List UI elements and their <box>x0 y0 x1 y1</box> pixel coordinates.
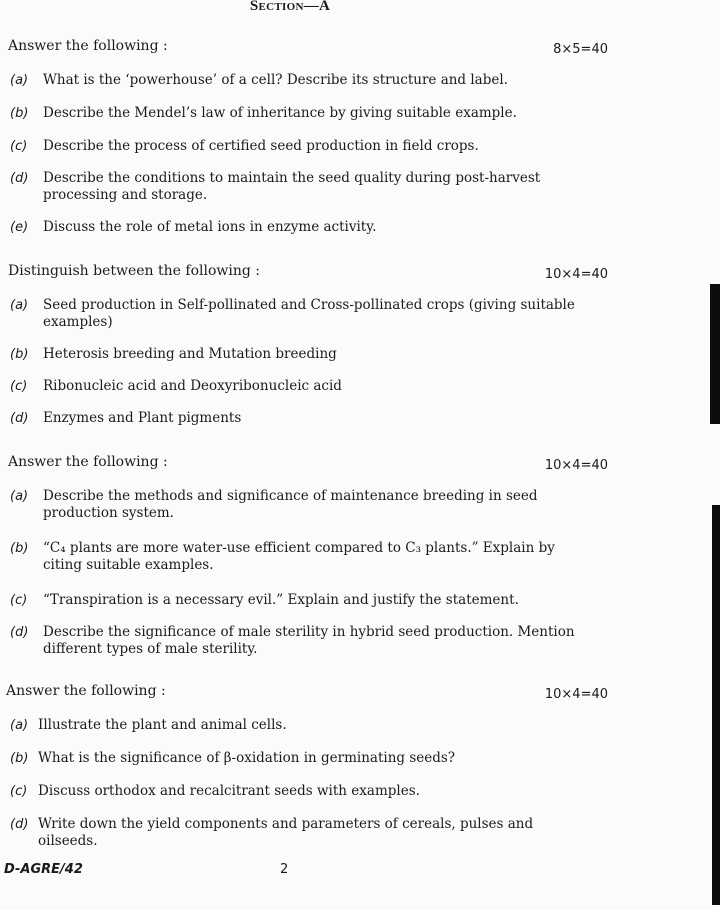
marks-allocation: 10×4=40 <box>544 458 608 473</box>
question-label: (b) <box>10 106 29 121</box>
question-text: Describe the Mendel’s law of inheritance by giving suitable example. <box>43 105 517 121</box>
question-text: Seed production in Self-pollinated and Cross-pollinated crops (giving suitable examples) <box>43 297 575 330</box>
question-text: Discuss the role of metal ions in enzyme activity. <box>43 219 377 235</box>
question-text: Discuss orthodox and recalcitrant seeds with examples. <box>38 783 420 799</box>
question-label: (b) <box>10 541 29 556</box>
paper-code: D-AGRE/42 <box>4 862 83 877</box>
question-group-3 <box>0 454 620 658</box>
question-text: Heterosis breeding and Mutation breeding <box>43 346 337 362</box>
question-item <box>0 488 620 522</box>
question-item <box>0 219 620 236</box>
question-text: Ribonucleic acid and Deoxyribonucleic acid <box>43 378 342 394</box>
question-label: (b) <box>10 751 29 766</box>
question-group-2 <box>0 263 620 427</box>
question-item <box>0 72 620 89</box>
question-heading <box>0 454 620 474</box>
question-item <box>0 783 620 800</box>
question-item <box>0 410 620 427</box>
question-text: Describe the conditions to maintain the seed quality during post-harvest processing and storage. <box>43 170 541 203</box>
question-label: (a) <box>10 73 29 88</box>
question-label: (d) <box>10 171 29 186</box>
question-group-1 <box>0 38 620 236</box>
question-group-4 <box>0 683 620 850</box>
question-label: (c) <box>10 593 28 608</box>
question-text: Describe the methods and significance of maintenance breeding in seed production system. <box>43 488 538 521</box>
question-item <box>0 750 620 767</box>
question-text: Describe the significance of male sterility in hybrid seed production. Mention different types of male sterility. <box>43 624 575 657</box>
scan-edge-shadow <box>712 505 720 905</box>
question-label: (c) <box>10 139 28 154</box>
heading-text: Answer the following : <box>8 38 168 54</box>
question-label: (c) <box>10 784 28 799</box>
question-item <box>0 297 620 331</box>
question-heading <box>0 683 620 703</box>
question-text: “Transpiration is a necessary evil.” Explain and justify the statement. <box>43 592 519 608</box>
heading-text: Answer the following : <box>6 683 166 699</box>
question-text: “C₄ plants are more water-use efficient compared to C₃ plants.” Explain by citing suitable examples. <box>43 540 555 573</box>
question-heading <box>0 263 620 283</box>
question-item <box>0 105 620 122</box>
question-heading <box>0 38 620 58</box>
heading-text: Distinguish between the following : <box>8 263 260 279</box>
question-label: (c) <box>10 379 28 394</box>
question-item <box>0 816 620 850</box>
question-label: (d) <box>10 817 29 832</box>
question-item <box>0 717 620 734</box>
marks-allocation: 8×5=40 <box>553 42 608 57</box>
section-title: Section—A <box>249 0 331 14</box>
marks-allocation: 10×4=40 <box>544 687 608 702</box>
question-text: Write down the yield components and parameters of cereals, pulses and oilseeds. <box>38 816 534 849</box>
question-item <box>0 170 620 204</box>
question-item <box>0 624 620 658</box>
question-text: Describe the process of certified seed production in field crops. <box>43 138 479 154</box>
question-text: What is the ‘powerhouse’ of a cell? Describe its structure and label. <box>43 72 508 88</box>
question-label: (a) <box>10 298 29 313</box>
heading-text: Answer the following : <box>8 454 168 470</box>
question-item <box>0 138 620 155</box>
question-item <box>0 378 620 395</box>
question-item <box>0 346 620 363</box>
question-label: (a) <box>10 718 29 733</box>
question-label: (e) <box>10 220 29 235</box>
question-label: (d) <box>10 625 29 640</box>
question-text: What is the significance of β-oxidation in germinating seeds? <box>38 750 456 766</box>
question-label: (b) <box>10 347 29 362</box>
page-number: 2 <box>280 862 289 877</box>
scan-edge-shadow <box>710 284 720 424</box>
question-text: Enzymes and Plant pigments <box>43 410 242 426</box>
question-item <box>0 592 620 609</box>
question-text: Illustrate the plant and animal cells. <box>38 717 287 733</box>
marks-allocation: 10×4=40 <box>544 267 608 282</box>
question-item <box>0 540 620 574</box>
question-label: (a) <box>10 489 29 504</box>
question-label: (d) <box>10 411 29 426</box>
